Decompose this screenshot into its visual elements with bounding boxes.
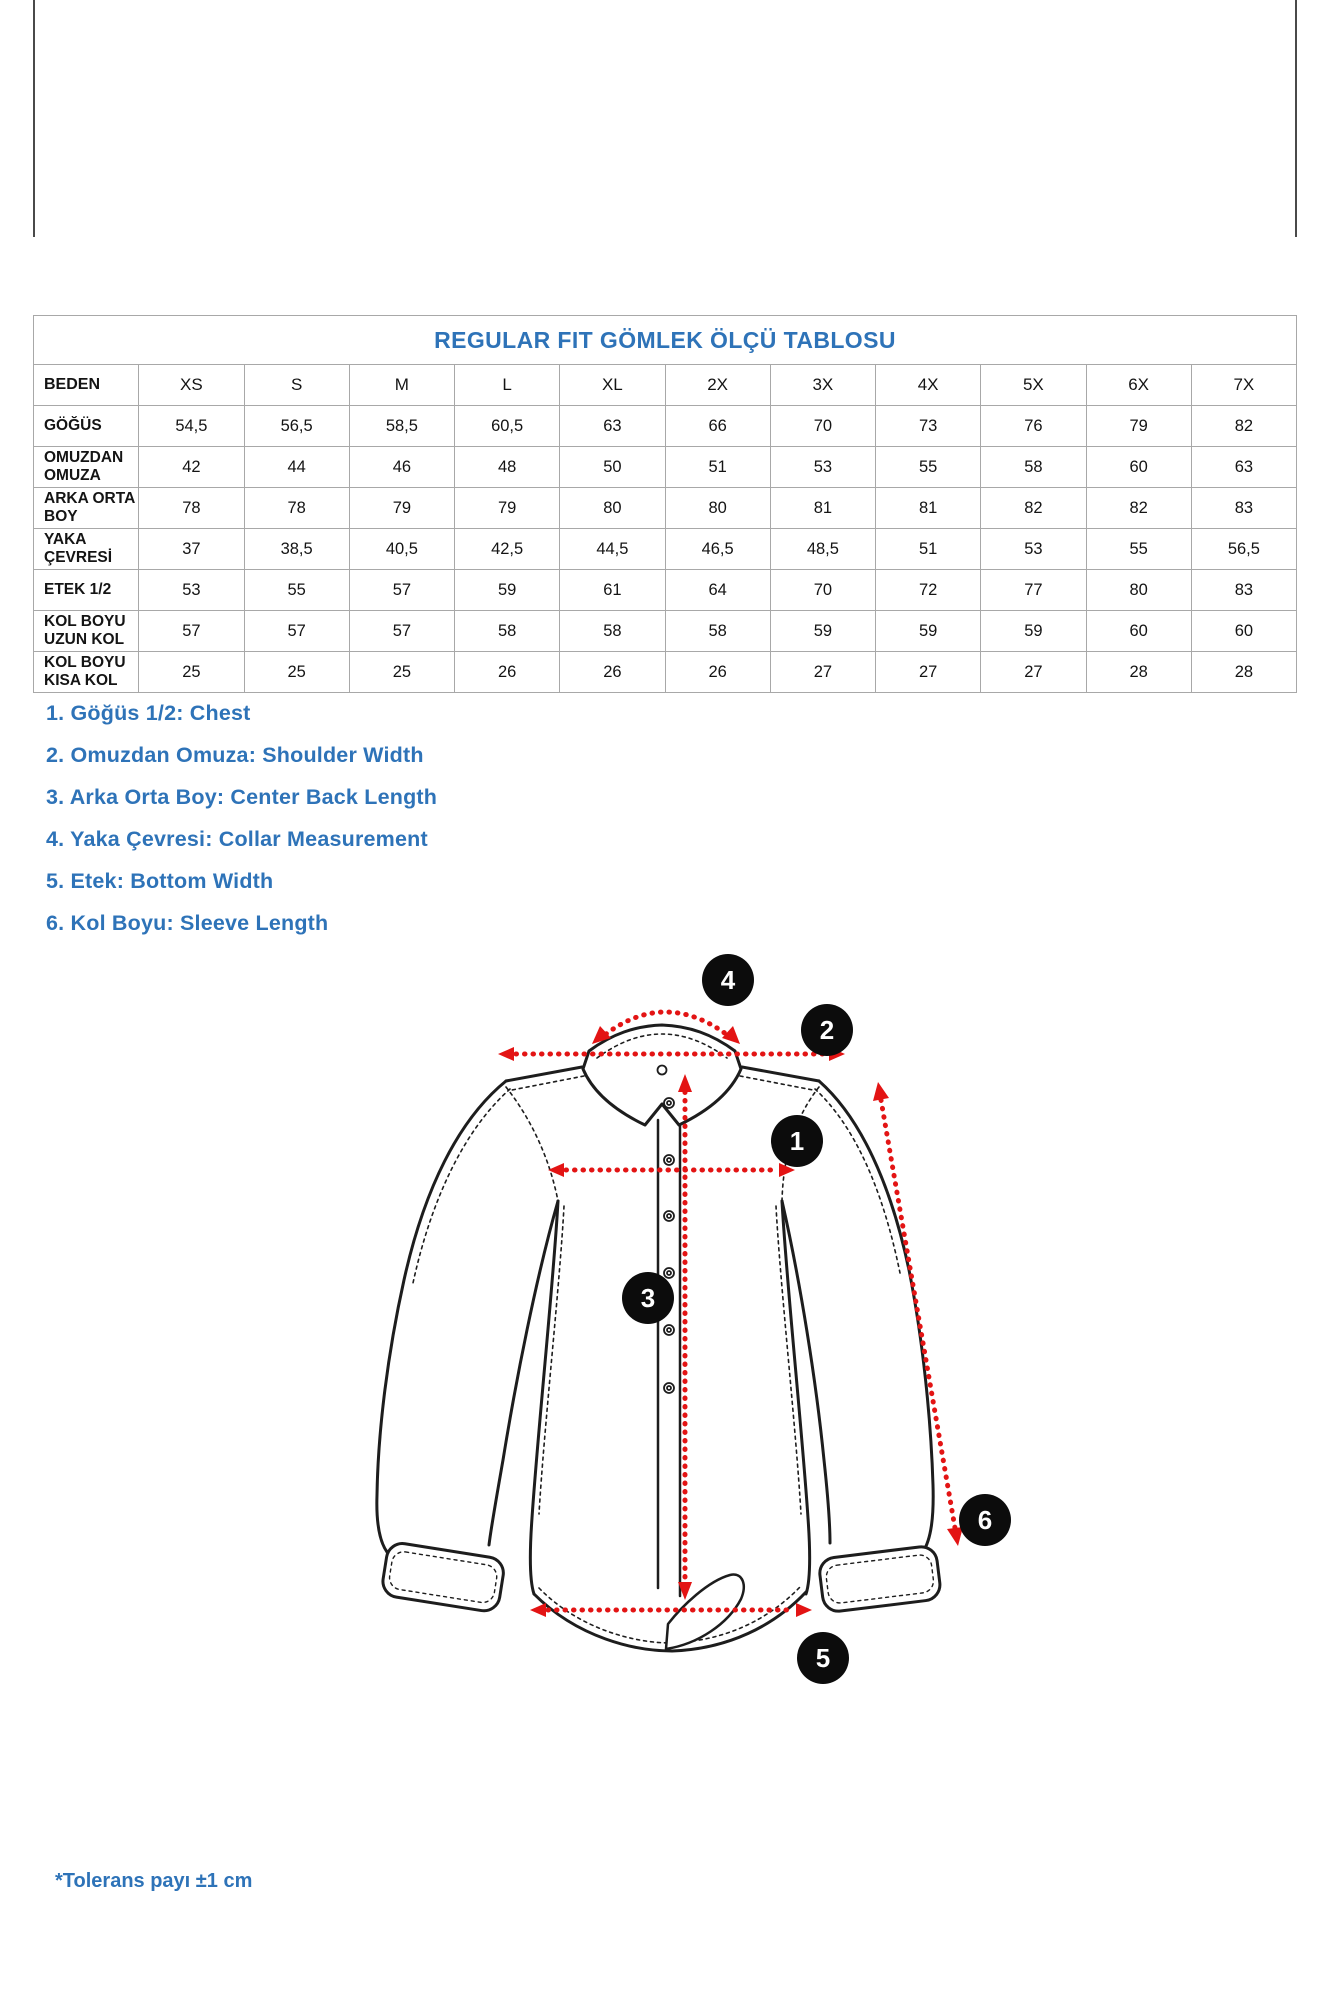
tolerance-note: *Tolerans payı ±1 cm	[55, 1870, 253, 1892]
measurement-value-cell: 56,5	[1191, 529, 1296, 570]
measurement-value-cell: 59	[455, 570, 560, 611]
legend-item: 1. Göğüs 1/2: Chest	[46, 701, 251, 725]
diagram-marker-shoulder: 2	[801, 1004, 853, 1056]
measurement-value-cell: 44,5	[560, 529, 665, 570]
page-border-fragment-right	[1295, 0, 1297, 237]
measurement-row-label: OMUZDAN OMUZA	[34, 447, 139, 488]
measurement-value-cell: 60	[1086, 611, 1191, 652]
table-row	[34, 570, 1297, 611]
measurement-value-cell: 27	[770, 652, 875, 693]
measurement-value-cell: 28	[1086, 652, 1191, 693]
measurement-value-cell: 57	[244, 611, 349, 652]
measurement-value-cell: 60,5	[455, 406, 560, 447]
size-column-header: 4X	[876, 365, 981, 406]
size-table	[33, 315, 1297, 693]
measurement-value-cell: 27	[876, 652, 981, 693]
measurement-row-label: GÖĞÜS	[34, 406, 139, 447]
measurement-value-cell: 38,5	[244, 529, 349, 570]
measurement-value-cell: 63	[1191, 447, 1296, 488]
measurement-value-cell: 83	[1191, 488, 1296, 529]
measurement-value-cell: 63	[560, 406, 665, 447]
measurement-value-cell: 58	[455, 611, 560, 652]
size-column-header: XS	[139, 365, 244, 406]
measurement-value-cell: 59	[876, 611, 981, 652]
shirt-technical-drawing-svg	[330, 948, 1010, 1693]
measurement-value-cell: 42	[139, 447, 244, 488]
measurement-value-cell: 66	[665, 406, 770, 447]
legend-item: 3. Arka Orta Boy: Center Back Length	[46, 785, 438, 809]
size-header-label: BEDEN	[34, 365, 139, 406]
table-row	[34, 652, 1297, 693]
diagram-marker-sleeve: 6	[959, 1494, 1011, 1546]
measurement-value-cell: 46,5	[665, 529, 770, 570]
table-row	[34, 488, 1297, 529]
measurement-value-cell: 77	[981, 570, 1086, 611]
measurement-value-cell: 26	[455, 652, 560, 693]
legend-list	[46, 692, 437, 944]
measurement-value-cell: 78	[139, 488, 244, 529]
measurement-value-cell: 79	[349, 488, 454, 529]
measurement-value-cell: 81	[770, 488, 875, 529]
shirt-outline	[377, 1025, 942, 1651]
diagram-marker-collar: 4	[702, 954, 754, 1006]
measurement-value-cell: 72	[876, 570, 981, 611]
measurement-value-cell: 26	[560, 652, 665, 693]
measurement-value-cell: 37	[139, 529, 244, 570]
measurement-value-cell: 51	[665, 447, 770, 488]
measurement-value-cell: 55	[876, 447, 981, 488]
size-column-header: M	[349, 365, 454, 406]
measurement-value-cell: 60	[1086, 447, 1191, 488]
table-row	[34, 529, 1297, 570]
measurement-arrows	[516, 1012, 955, 1610]
size-column-header: 7X	[1191, 365, 1296, 406]
measurement-value-cell: 53	[770, 447, 875, 488]
measurement-value-cell: 83	[1191, 570, 1296, 611]
measurement-value-cell: 58	[560, 611, 665, 652]
measurement-value-cell: 79	[1086, 406, 1191, 447]
size-column-header: 5X	[981, 365, 1086, 406]
measurement-value-cell: 46	[349, 447, 454, 488]
measurement-value-cell: 55	[1086, 529, 1191, 570]
measurement-value-cell: 48,5	[770, 529, 875, 570]
measurement-value-cell: 25	[244, 652, 349, 693]
measurement-value-cell: 44	[244, 447, 349, 488]
measurement-value-cell: 53	[981, 529, 1086, 570]
measurement-value-cell: 27	[981, 652, 1086, 693]
size-column-header: XL	[560, 365, 665, 406]
size-column-header: S	[244, 365, 349, 406]
measurement-value-cell: 58	[665, 611, 770, 652]
measurement-value-cell: 26	[665, 652, 770, 693]
measurement-value-cell: 40,5	[349, 529, 454, 570]
measurement-value-cell: 79	[455, 488, 560, 529]
measurement-row-label: ETEK 1/2	[34, 570, 139, 611]
measurement-row-label: KOL BOYU UZUN KOL	[34, 611, 139, 652]
measurement-value-cell: 59	[770, 611, 875, 652]
arrowheads	[498, 1026, 963, 1617]
measurement-value-cell: 61	[560, 570, 665, 611]
measurement-value-cell: 70	[770, 570, 875, 611]
measurement-value-cell: 54,5	[139, 406, 244, 447]
measurement-value-cell: 57	[349, 611, 454, 652]
page-border-fragment-left	[33, 0, 35, 237]
measurement-value-cell: 50	[560, 447, 665, 488]
measurement-value-cell: 42,5	[455, 529, 560, 570]
measurement-value-cell: 82	[981, 488, 1086, 529]
measurement-value-cell: 76	[981, 406, 1086, 447]
measurement-value-cell: 57	[139, 611, 244, 652]
measurement-value-cell: 80	[1086, 570, 1191, 611]
table-row	[34, 611, 1297, 652]
size-table-title: REGULAR FIT GÖMLEK ÖLÇÜ TABLOSU	[34, 316, 1297, 365]
size-column-header: 6X	[1086, 365, 1191, 406]
legend-item: 4. Yaka Çevresi: Collar Measurement	[46, 827, 428, 851]
diagram-marker-back-length: 3	[622, 1272, 674, 1324]
measurement-value-cell: 58	[981, 447, 1086, 488]
measurement-value-cell: 70	[770, 406, 875, 447]
measurement-value-cell: 82	[1191, 406, 1296, 447]
measurement-row-label: YAKA ÇEVRESİ	[34, 529, 139, 570]
size-table-header-row	[34, 365, 1297, 406]
measurement-value-cell: 82	[1086, 488, 1191, 529]
measurement-value-cell: 81	[876, 488, 981, 529]
measurement-value-cell: 60	[1191, 611, 1296, 652]
measurement-value-cell: 56,5	[244, 406, 349, 447]
diagram-marker-chest: 1	[771, 1115, 823, 1167]
legend-item: 2. Omuzdan Omuza: Shoulder Width	[46, 743, 424, 767]
measurement-value-cell: 80	[665, 488, 770, 529]
diagram-marker-bottom: 5	[797, 1632, 849, 1684]
measurement-row-label: ARKA ORTA BOY	[34, 488, 139, 529]
size-table-body	[34, 406, 1297, 693]
measurement-value-cell: 57	[349, 570, 454, 611]
measurement-row-label: KOL BOYU KISA KOL	[34, 652, 139, 693]
measurement-value-cell: 53	[139, 570, 244, 611]
shirt-measurement-diagram	[330, 948, 1010, 1693]
measurement-value-cell: 48	[455, 447, 560, 488]
legend-item: 6. Kol Boyu: Sleeve Length	[46, 911, 329, 935]
measurement-value-cell: 59	[981, 611, 1086, 652]
measurement-value-cell: 73	[876, 406, 981, 447]
legend-item: 5. Etek: Bottom Width	[46, 869, 274, 893]
size-column-header: L	[455, 365, 560, 406]
measurement-value-cell: 64	[665, 570, 770, 611]
measurement-value-cell: 25	[139, 652, 244, 693]
measurement-value-cell: 28	[1191, 652, 1296, 693]
measurement-value-cell: 25	[349, 652, 454, 693]
table-row	[34, 406, 1297, 447]
measurement-value-cell: 80	[560, 488, 665, 529]
size-column-header: 3X	[770, 365, 875, 406]
measurement-value-cell: 55	[244, 570, 349, 611]
measurement-value-cell: 58,5	[349, 406, 454, 447]
table-row	[34, 447, 1297, 488]
measurement-value-cell: 51	[876, 529, 981, 570]
size-column-header: 2X	[665, 365, 770, 406]
shirt-buttons	[664, 1098, 674, 1393]
size-chart	[33, 315, 1297, 693]
size-table-title-row	[34, 316, 1297, 365]
measurement-value-cell: 78	[244, 488, 349, 529]
